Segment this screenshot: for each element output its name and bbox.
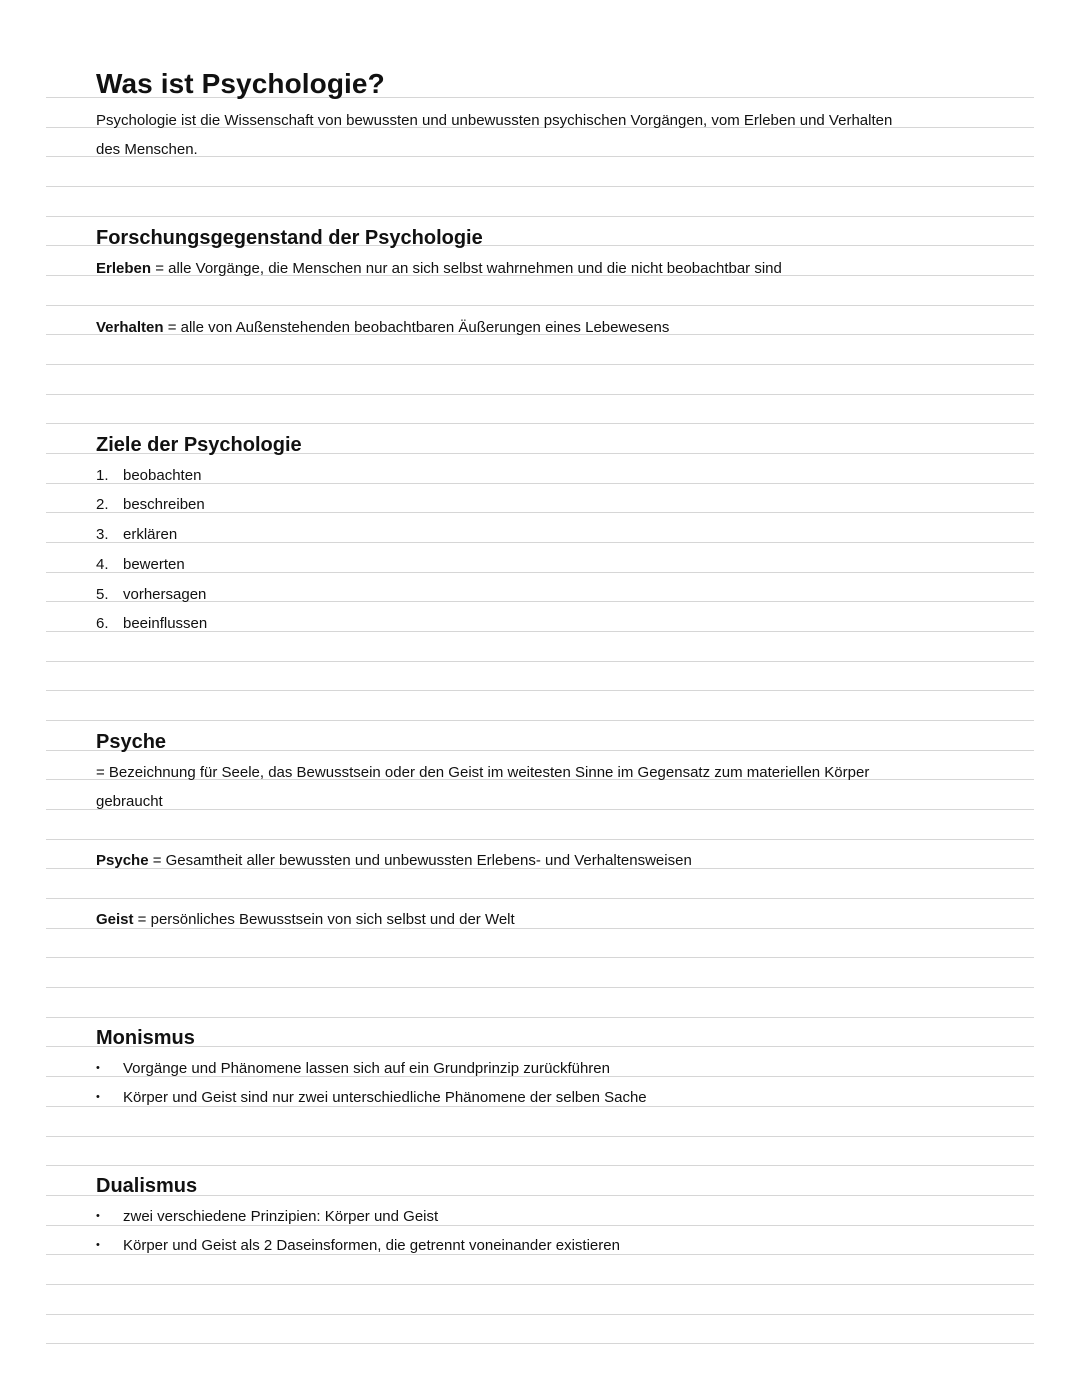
term-erleben: Erleben [96,260,152,277]
rule-line [46,394,1034,395]
rule-line [46,839,1034,840]
rule-line [46,1017,1034,1018]
bullet-icon: • [96,1062,100,1074]
list-item-text: Vorgänge und Phänomene lassen sich auf ein Grundprinzip zurückführen [123,1060,610,1077]
rule-line [46,987,1034,988]
page-title: Was ist Psychologie? [96,68,385,99]
rule-line [46,364,1034,365]
definition-text: = alle Vorgänge, die Menschen nur an sich selbst wahrnehmen und die nicht beobachtbar sind [151,260,782,277]
list-item [96,1209,438,1224]
rule-line [46,572,1034,573]
heading-psyche: Psyche [96,731,167,753]
rule-line [46,216,1034,217]
rule-line [46,186,1034,187]
bullet-icon: • [96,1091,100,1103]
list-item-text: vorhersagen [123,586,207,603]
list-item [96,527,177,542]
list-item [96,1061,610,1076]
list-item-text: Körper und Geist als 2 Daseinsformen, die getrennt voneinander existieren [123,1237,620,1254]
list-item [96,1090,647,1105]
heading-forschungsgegenstand: Forschungsgegenstand der Psychologie [96,227,483,249]
heading-monismus: Monismus [96,1027,195,1049]
rule-line [46,1136,1034,1137]
list-item [96,616,207,631]
rule-line [46,690,1034,691]
list-item-text: beobachten [123,467,202,484]
bullet-icon: • [96,1239,100,1251]
psyche-description-line-1: = Bezeichnung für Seele, das Bewusstsein oder den Geist im weitesten Sinne im Gegensatz zum materiellen Körper [96,764,870,781]
definition-geist [96,912,515,927]
list-item-text: Körper und Geist sind nur zwei unterschiedliche Phänomene der selben Sache [123,1089,647,1106]
list-item-text: bewerten [123,556,185,573]
definition-verhalten [96,320,669,335]
rule-line [46,305,1034,306]
definition-text: = persönliches Bewusstsein von sich selbst und der Welt [133,911,515,928]
rule-line [46,1343,1034,1344]
list-number: 4. [96,556,109,573]
list-number: 2. [96,496,109,513]
rule-line [46,1254,1034,1255]
list-number: 5. [96,586,109,603]
definition-text: = Gesamtheit aller bewussten und unbewussten Erlebens- und Verhaltensweisen [148,852,692,869]
rule-line [46,661,1034,662]
list-item [96,468,201,483]
rule-line [46,423,1034,424]
rule-line [46,750,1034,751]
term-psyche: Psyche [96,852,149,869]
intro-line-1: Psychologie ist die Wissenschaft von bewussten und unbewussten psychischen Vorgängen, vom Erleben und Verhalten [96,112,893,129]
intro-line-2: des Menschen. [96,141,198,158]
definition-text: = alle von Außenstehenden beobachtbaren Äußerungen eines Lebewesens [163,319,670,336]
list-item-text: beschreiben [123,496,205,513]
list-item-text: beeinflussen [123,615,208,632]
list-item [96,497,205,512]
term-verhalten: Verhalten [96,319,164,336]
list-item [96,1238,620,1253]
rule-line [46,809,1034,810]
list-number: 3. [96,526,109,543]
heading-ziele: Ziele der Psychologie [96,434,302,456]
bullet-icon: • [96,1210,100,1222]
term-geist: Geist [96,911,134,928]
list-number: 6. [96,615,109,632]
definition-erleben [96,261,782,276]
heading-dualismus: Dualismus [96,1175,198,1197]
rule-line [46,1284,1034,1285]
definition-psyche [96,853,692,868]
rule-line [46,1165,1034,1166]
rule-line [46,1314,1034,1315]
rule-line [46,957,1034,958]
rule-line [46,898,1034,899]
list-item-text: zwei verschiedene Prinzipien: Körper und Geist [123,1208,439,1225]
list-item [96,587,206,602]
rule-line [46,542,1034,543]
rule-line [46,720,1034,721]
list-number: 1. [96,467,109,484]
list-item [96,557,185,572]
list-item-text: erklären [123,526,178,543]
psyche-description-line-2: gebraucht [96,793,163,810]
